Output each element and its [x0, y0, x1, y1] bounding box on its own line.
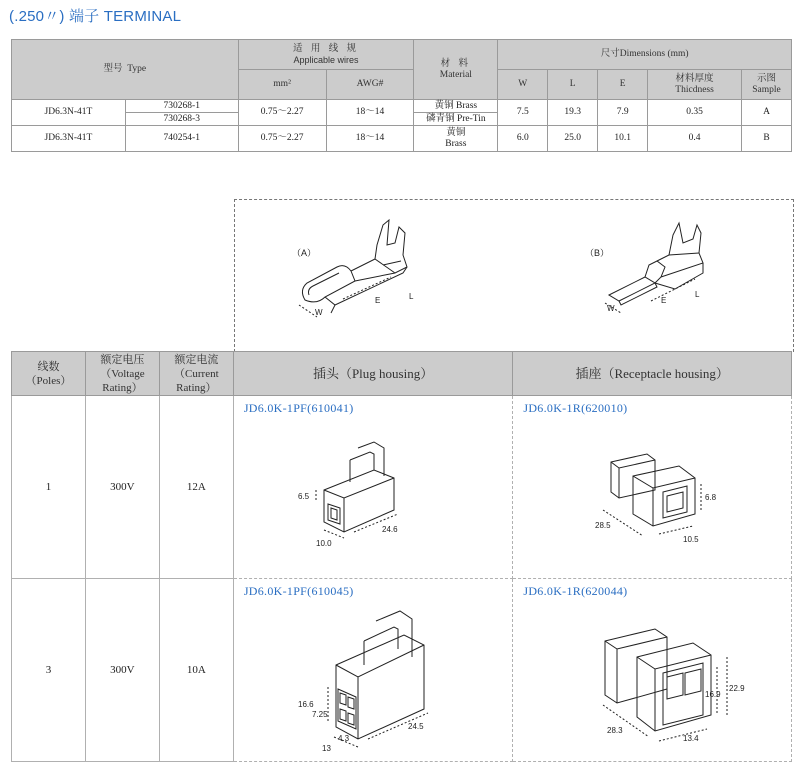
- dim-10-5: 10.5: [683, 535, 699, 544]
- table-row: [12, 579, 792, 762]
- sample-header: 示图 Sample: [742, 70, 792, 100]
- dim-16-9: 16.9: [705, 690, 721, 699]
- l-dimension-label: L: [409, 292, 414, 301]
- l-header: L: [548, 70, 598, 100]
- poles-header: 线数 （Poles）: [12, 352, 86, 396]
- model-cell: JD6.3N-41T: [12, 100, 126, 126]
- terminal-b-drawing: [605, 215, 765, 335]
- mm2-header: mm²: [238, 70, 326, 100]
- dim-24-5: 24.5: [407, 722, 424, 731]
- current-cell: 12A: [159, 396, 233, 579]
- e-header: E: [598, 70, 648, 100]
- awg-header: AWG#: [326, 70, 414, 100]
- dim-7-25: 7.25: [311, 710, 328, 719]
- dimensions-header: 尺寸Dimensions (mm): [498, 40, 792, 70]
- dim-24-6: 24.6: [381, 525, 398, 534]
- e-cell: 10.1: [598, 126, 648, 152]
- plug-housing-cell: [233, 579, 513, 762]
- dim-22-9: 22.9: [729, 684, 745, 693]
- current-cell: 10A: [159, 579, 233, 762]
- l-cell: 25.0: [548, 126, 598, 152]
- e-dimension-label: E: [661, 296, 667, 305]
- table-row: [12, 396, 792, 579]
- w-cell: 6.0: [498, 126, 548, 152]
- e-cell: 7.9: [598, 100, 648, 126]
- sample-cell: A: [742, 100, 792, 126]
- model-cell: JD6.3N-41T: [12, 126, 126, 152]
- part-number-cell: 730268-1: [125, 100, 238, 113]
- drawing-a-label: （A）: [292, 248, 317, 258]
- dim-13-4: 13.4: [683, 734, 699, 743]
- awg-cell: 18～14: [326, 126, 414, 152]
- dim-16-6: 16.6: [297, 700, 314, 709]
- plug-1-pole-drawing: [294, 440, 424, 548]
- page-title: (.250〃) 端子 TERMINAL: [9, 8, 182, 25]
- terminal-a-drawing: [295, 215, 455, 335]
- plug-3-pole-drawing: [294, 605, 454, 755]
- table-row: [12, 100, 792, 113]
- voltage-cell: 300V: [85, 579, 159, 762]
- l-cell: 19.3: [548, 100, 598, 126]
- sample-cell: B: [742, 126, 792, 152]
- part-number-cell: 730268-3: [125, 113, 238, 126]
- voltage-cell: 300V: [85, 396, 159, 579]
- material-cell: 黄铜 Brass: [414, 126, 498, 152]
- material-cell: 黄铜 Brass: [414, 100, 498, 113]
- type-header: 型号 Type: [12, 40, 239, 100]
- wires-header: 适 用 线 规 Applicable wires: [238, 40, 414, 70]
- material-cell: 磷青铜 Pre-Tin: [414, 113, 498, 126]
- thickness-cell: 0.35: [648, 100, 742, 126]
- e-dimension-label: E: [375, 296, 381, 305]
- plug-housing-header: 插头（Plug housing）: [233, 352, 513, 396]
- dim-28-5: 28.5: [595, 521, 611, 530]
- dim-28-3: 28.3: [607, 726, 623, 735]
- receptacle-housing-cell: [513, 579, 792, 762]
- receptacle-housing-header: 插座（Receptacle housing）: [513, 352, 792, 396]
- poles-cell: 1: [12, 396, 86, 579]
- dim-4-3: 4.3: [337, 734, 349, 743]
- receptacle-3-pole-drawing: [583, 605, 753, 745]
- material-header: 材 料 Material: [414, 40, 498, 100]
- plug-part-number: JD6.0K-1PF(610041): [243, 401, 354, 415]
- thickness-cell: 0.4: [648, 126, 742, 152]
- dim-13: 13: [321, 744, 331, 753]
- thickness-header: 材料厚度 Thicdness: [648, 70, 742, 100]
- w-cell: 7.5: [498, 100, 548, 126]
- receptacle-1-pole-drawing: [583, 446, 733, 546]
- plug-housing-cell: [233, 396, 513, 579]
- terminal-spec-table: [11, 39, 792, 152]
- housing-table: [11, 351, 792, 762]
- receptacle-part-number: JD6.0K-1R(620010): [523, 401, 628, 415]
- dim-6-8: 6.8: [705, 493, 717, 502]
- receptacle-part-number: JD6.0K-1R(620044): [523, 584, 628, 598]
- poles-cell: 3: [12, 579, 86, 762]
- w-header: W: [498, 70, 548, 100]
- drawing-b-label: （B）: [585, 248, 610, 258]
- l-dimension-label: L: [695, 290, 700, 299]
- plug-part-number: JD6.0K-1PF(610045): [243, 584, 354, 598]
- current-header: 额定电流 （Current Rating）: [159, 352, 233, 396]
- awg-cell: 18～14: [326, 100, 414, 126]
- voltage-header: 额定电压 （Voltage Rating）: [85, 352, 159, 396]
- mm2-cell: 0.75～2.27: [238, 126, 326, 152]
- dim-6-5: 6.5: [297, 492, 309, 501]
- w-dimension-label: W: [607, 304, 615, 313]
- mm2-cell: 0.75～2.27: [238, 100, 326, 126]
- part-number-cell: 740254-1: [125, 126, 238, 152]
- dim-10-0: 10.0: [315, 539, 332, 548]
- receptacle-housing-cell: [513, 396, 792, 579]
- w-dimension-label: W: [315, 308, 323, 317]
- table-row: [12, 126, 792, 152]
